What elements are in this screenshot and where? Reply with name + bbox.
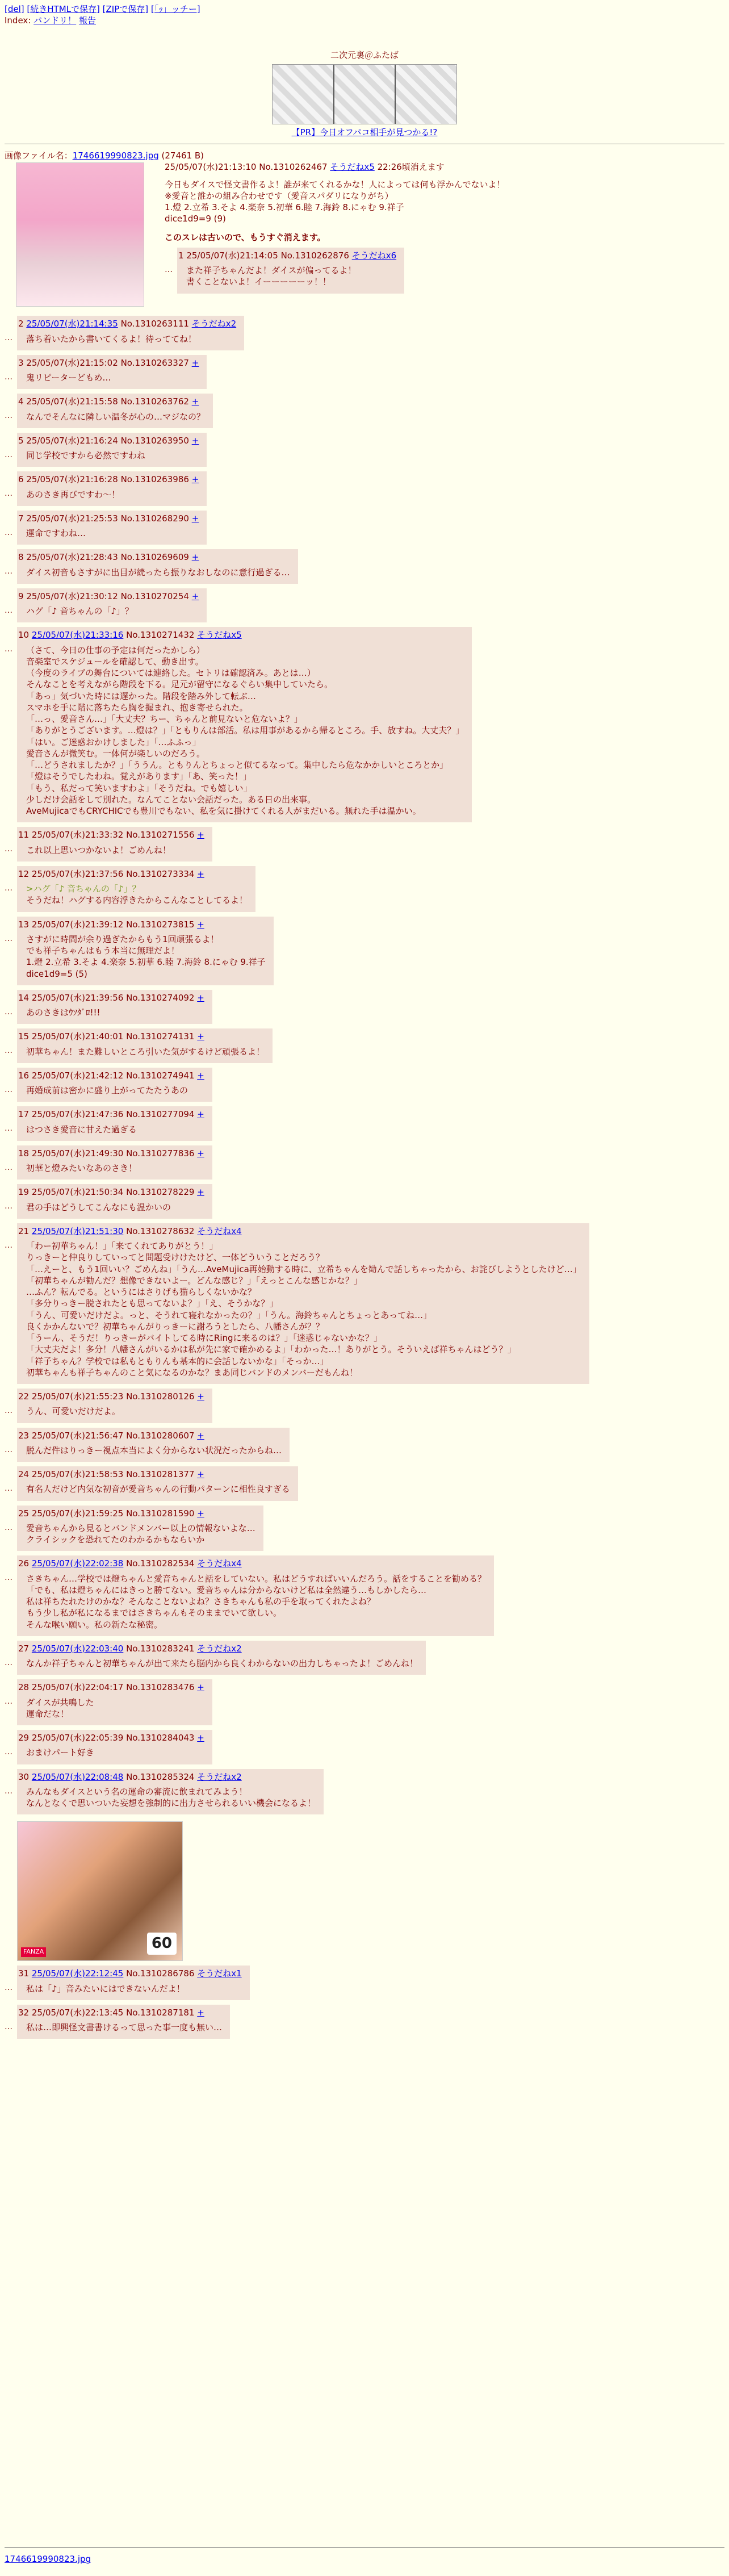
reply-date: 25/05/07(水)21:25:53 <box>26 513 118 524</box>
op-file-link[interactable]: 1746619990823.jpg <box>72 150 159 161</box>
reply-number: No.1310268290 <box>120 513 189 524</box>
site-title: 二次元裏＠ふたば <box>330 49 399 60</box>
reply-index: 10 <box>18 630 30 641</box>
reply-marker: … <box>5 1747 12 1757</box>
op-file-line <box>5 150 724 161</box>
reply-date[interactable]: 25/05/07(水)21:51:30 <box>31 1226 124 1236</box>
footer <box>5 2553 91 2565</box>
sodane-button[interactable]: + <box>197 1682 204 1693</box>
reply-marker: … <box>5 1786 12 1796</box>
reply-index: 1 <box>178 250 184 261</box>
reply-post <box>5 1730 729 1764</box>
reply-marker: … <box>5 844 12 854</box>
reply-post <box>5 2005 729 2039</box>
reply-date[interactable]: 25/05/07(水)22:02:38 <box>31 1558 124 1569</box>
reply-post <box>5 1068 729 1102</box>
reply-number: No.1310281590 <box>126 1508 195 1519</box>
reply-date: 25/05/07(水)21:16:28 <box>26 474 118 485</box>
reply-index: 9 <box>18 591 24 601</box>
reply-number: No.1310274941 <box>126 1070 195 1081</box>
reply-number: No.1310285324 <box>126 1771 195 1782</box>
reply-marker: … <box>5 605 12 615</box>
reply-post <box>5 990 729 1024</box>
reply-marker: … <box>5 1523 12 1532</box>
reply-line: 「はい。ご迷惑おかけしました」「…ふふっ」 <box>26 737 201 747</box>
reply-index: 32 <box>18 2007 30 2018</box>
reply-date: 25/05/07(水)21:30:12 <box>26 591 118 601</box>
reply-marker: … <box>5 1085 12 1094</box>
ad-banner-image[interactable] <box>17 1821 183 1961</box>
reply-number: No.1310284043 <box>126 1733 195 1743</box>
reply-line: でも祥子ちゃんはもう本当に無理だよ！ <box>26 946 180 956</box>
reply-post <box>5 588 729 623</box>
reply-marker: … <box>5 1573 12 1583</box>
reply-line: 私は祥ちたれたけのかな？そんなことないよね？さきちゃんも私の手を取ってくれたよね？ <box>26 1596 376 1607</box>
reply-number: No.1310280126 <box>126 1391 195 1402</box>
sodane-button[interactable]: + <box>191 357 199 368</box>
reply-index: 12 <box>18 868 30 879</box>
reply-date: 25/05/07(水)22:04:17 <box>31 1682 124 1693</box>
reply-marker: … <box>5 1983 12 1993</box>
reply-post <box>5 1028 729 1063</box>
reply-line: もう少し私が私になるまではさきちゃんもそのままでいて欲しい。 <box>26 1608 282 1619</box>
reply-number: No.1310278632 <box>126 1226 195 1236</box>
sodane-button[interactable]: そうだねx2 <box>197 1643 242 1654</box>
reply-line: 君の手はどうしてこんなにも温かいの <box>26 1202 171 1212</box>
reply-line: 私は「♪」音みたいにはできないんだよ！ <box>26 1983 185 1994</box>
reply-post <box>5 471 729 506</box>
reply-date: 25/05/07(水)21:42:12 <box>31 1070 124 1081</box>
reply-post <box>5 1555 729 1636</box>
sodane-button[interactable]: + <box>191 591 199 601</box>
reply-line: スマホを手に階に落ちたら胸を握まれ、抱き寄せられた。 <box>26 702 248 713</box>
reply-index: 15 <box>18 1031 30 1042</box>
reply-line: 「…っ、愛音さん…」「大丈夫？ちー、ちゃんと前見ないと危ないよ？」 <box>26 714 303 724</box>
reply-line: うん、可愛いだけだよ。 <box>26 1406 120 1417</box>
reply-post <box>165 248 724 294</box>
reply-post <box>5 1506 729 1552</box>
reply-line: みんなもダイスという名の運命の審流に飲まれてみよう！ <box>26 1786 248 1797</box>
reply-line: 「祥子ちゃん？学校では私もともりんも基本的に会話しないかな」「そっか…」 <box>26 1356 329 1366</box>
old-thread-warning: このスレは古いので、もうすぐ消えます。 <box>165 232 326 242</box>
reply-line: …ふん？転んでる。というにはさりげも猫らしくないかな？ <box>26 1287 257 1297</box>
reply-post <box>5 433 729 467</box>
reply-number: No.1310278229 <box>126 1187 195 1198</box>
delete-link[interactable]: [del] <box>5 4 24 14</box>
reply-index: 26 <box>18 1558 30 1569</box>
reply-date: 25/05/07(水)21:47:36 <box>31 1109 124 1120</box>
reply-number: No.1310271556 <box>126 830 195 840</box>
reply-post <box>5 1679 729 1725</box>
reply-line: 少しだけ会話をして別れた。なんてことない会話だった。ある日の出来事。 <box>26 794 316 805</box>
reply-number: No.1310263327 <box>120 357 189 368</box>
reply-marker: … <box>5 1658 12 1667</box>
reply-post <box>5 1769 729 1815</box>
reply-line: これ以上思いつかないよ！ごめんね！ <box>26 844 171 855</box>
file-label: 画像ファイル名： <box>5 150 73 161</box>
reply-post <box>5 316 729 350</box>
reply-index: 30 <box>18 1771 30 1782</box>
op-line: 今日もダイスで怪文書作るよ！誰が来てくれるかな！人によっては何も浮かんでないよ！ <box>165 179 505 190</box>
op-line: ※愛音と誰かの組み合わせです（愛音スパダリになりがち） <box>165 190 393 201</box>
reply-date: 25/05/07(水)21:59:25 <box>31 1508 124 1519</box>
reply-marker: … <box>5 489 12 499</box>
sodane-button[interactable]: そうだねx2 <box>191 319 237 329</box>
reply-number: No.1310286786 <box>126 1968 195 1979</box>
reply-line: AveMujicaでもCRYCHICでも豊川でもない、私を気に掛けてくれる人がまだいる。無れた手は温かい。 <box>26 806 421 816</box>
reply-date: 25/05/07(水)21:50:34 <box>31 1187 124 1198</box>
sodane-button[interactable]: + <box>197 1070 204 1081</box>
reply-line: ダイスが共鳴した <box>26 1697 94 1708</box>
reply-date[interactable]: 25/05/07(水)22:03:40 <box>31 1643 124 1654</box>
reply-number: No.1310269609 <box>120 552 189 563</box>
reply-line: 「でも、私は燈ちゃんにはきっと勝てない。愛音ちゃんは分からないけど私は全然違う…もしかしたら… <box>26 1584 427 1595</box>
reply-line: あのさきはｳｿﾀﾞﾛ!!! <box>26 1007 100 1018</box>
reply-line: 運命ですわね… <box>26 528 86 538</box>
reply-marker: … <box>5 1484 12 1493</box>
reply-line: あのさき再びですわ～！ <box>26 489 120 500</box>
reply-index: 5 <box>18 435 24 446</box>
reply-index: 27 <box>18 1643 30 1654</box>
reply-number: No.1310273334 <box>126 868 195 879</box>
reply-number: No.1310287181 <box>126 2007 195 2018</box>
reply-number: No.1310263762 <box>120 396 189 407</box>
reply-line: さすがに時間が余り過ぎたからもう1回頑張るよ！ <box>26 934 219 944</box>
reply-marker: … <box>5 1697 12 1707</box>
reply-line: 再婚成前は密かに盛り上がってたたうあの <box>26 1085 188 1095</box>
sodane-button[interactable]: そうだねx2 <box>197 1771 242 1782</box>
reply-post <box>5 827 729 862</box>
reply-index: 6 <box>18 474 24 485</box>
reply-marker: … <box>5 883 12 893</box>
reply-marker: … <box>5 1445 12 1454</box>
sodane-button[interactable]: + <box>191 435 199 446</box>
reply-date: 25/05/07(水)21:15:02 <box>26 357 118 368</box>
reply-number: No.1310283241 <box>126 1643 195 1654</box>
reply-marker: … <box>5 333 12 343</box>
reply-number: No.1310280607 <box>126 1430 195 1441</box>
reply-line: 脱んだ件はりっきー視点本当によく分からない状況だったからね… <box>26 1445 282 1456</box>
reply-line: 同じ学校ですから必然ですわね <box>26 450 146 461</box>
reply-number: No.1310273815 <box>126 919 195 930</box>
reply-line: 有名人だけど内気な初音が愛音ちゃんの行動パターンに相性良すぎる <box>26 1484 290 1495</box>
reply-index: 17 <box>18 1109 30 1120</box>
reply-post <box>5 511 729 545</box>
site-banner <box>0 49 729 139</box>
pr-ad-link[interactable]: 【PR】今日オフパコ相手が見つかる!? <box>291 127 438 137</box>
reply-line: 「燈はそうでしたわね。覚えがあります」「あ、笑った！」 <box>26 771 252 782</box>
reply-line: 初華ちゃん！また難しいところ引いた気がするけど頑張るよ！ <box>26 1046 265 1057</box>
reply-line: （今度のライブの舞台については連絡した。セトリは確認済み。あとは…） <box>26 668 316 678</box>
reply-post <box>5 1641 729 1675</box>
sodane-button[interactable]: + <box>191 396 199 407</box>
reply-line: 「うん、可愛いだけだよ。っと、そうれて寝れなかったの？」「うん。海鈴ちゃんとちょっとあってね…」 <box>26 1310 432 1320</box>
save-zip-link[interactable]: [ZIPで保存] <box>102 4 149 14</box>
sodane-button[interactable]: + <box>197 868 204 879</box>
reply-line: 愛音さんが微笑む。一体何が楽しいのだろう。 <box>26 748 206 759</box>
ad-badge: 60 <box>147 1933 177 1955</box>
index-nav <box>0 15 729 26</box>
reply-line: 「もう、私だって笑いますわよ」「そうだね。でも嬉しい」 <box>26 783 252 793</box>
reply-date: 25/05/07(水)22:05:39 <box>31 1733 124 1743</box>
report-link[interactable]: 報告 <box>78 15 96 26</box>
reply-index: 8 <box>18 552 24 563</box>
op-sodane-button[interactable]: そうだねx5 <box>330 162 375 173</box>
sodane-button[interactable]: そうだねx4 <box>197 1558 242 1569</box>
reply-date[interactable]: 25/05/07(水)21:33:16 <box>31 630 124 641</box>
reply-line: なんとなくで思いついた妄想を強制的に出力させられるいい機会になるよ！ <box>26 1798 316 1808</box>
sodane-button[interactable]: + <box>197 1109 204 1120</box>
reply-post <box>5 394 729 428</box>
reply-line: （さて、今日の仕事の予定は何だったかしら） <box>26 645 205 655</box>
sodane-button[interactable]: + <box>191 474 199 485</box>
sodane-button[interactable]: + <box>197 1469 204 1479</box>
reply-index: 16 <box>18 1070 30 1081</box>
reply-line: なんでそんなに隣しい温冬が心の…マジなの？ <box>26 411 206 422</box>
reply-number: No.1310282534 <box>126 1558 195 1569</box>
reply-index: 13 <box>18 919 30 930</box>
op-thumbnail[interactable] <box>16 162 144 307</box>
sodane-button[interactable]: そうだねx5 <box>197 630 242 641</box>
reply-post <box>5 355 729 390</box>
reply-number: No.1310270254 <box>120 591 189 601</box>
reply-date: 25/05/07(水)21:15:58 <box>26 396 118 407</box>
reply-marker: … <box>5 1007 12 1017</box>
reply-post <box>5 627 729 822</box>
tsutchi-link[interactable]: [「ｯ」ッチー] <box>150 4 200 14</box>
index-bandori-link[interactable]: バンドリ！ <box>33 15 77 26</box>
reply-line: そんなことを考えながら階段を下る。足元が留守になるぐらい集中していたら。 <box>26 679 333 690</box>
sodane-button[interactable]: + <box>197 1187 204 1198</box>
banner-image[interactable] <box>272 64 457 124</box>
reply-marker: … <box>5 1162 12 1172</box>
reply-number: No.1310263950 <box>120 435 189 446</box>
reply-post <box>5 866 729 912</box>
reply-date: 25/05/07(水)22:13:45 <box>31 2007 124 2018</box>
reply-line: 1.燈 2.立希 3.そよ 4.楽奈 5.初華 6.睦 7.海鈴 8.にゃむ 9.祥子 <box>26 957 266 968</box>
reply-line: 「あっ」気づいた時には遅かった。階段を踏み外して転ぶ… <box>26 691 256 701</box>
reply-line: 「わー初華ちゃん！」「来てくれてありがとう！」 <box>26 1241 218 1251</box>
reply-index: 14 <box>18 992 30 1003</box>
sodane-button[interactable]: そうだねx4 <box>197 1226 242 1236</box>
op-line: dice1d9=9 (9) <box>165 214 226 224</box>
reply-marker: … <box>5 1240 12 1250</box>
reply-date: 25/05/07(水)21:55:23 <box>31 1391 124 1402</box>
reply-line: 初華ちゃんも祥子ちゃんのこと気になるのかな？まあ同じバンドのメンバーだもんね！ <box>26 1367 358 1378</box>
reply-date: 25/05/07(水)21:58:53 <box>31 1469 124 1479</box>
sodane-button[interactable]: + <box>197 919 204 930</box>
op-post <box>0 150 729 311</box>
sodane-button[interactable]: + <box>197 1508 204 1519</box>
reply-index: 21 <box>18 1226 30 1236</box>
reply-post <box>5 917 729 985</box>
reply-date: 25/05/07(水)21:37:56 <box>31 868 124 879</box>
reply-marker: … <box>5 1046 12 1056</box>
reply-index: 25 <box>18 1508 30 1519</box>
index-label: Index: <box>5 15 31 26</box>
reply-line: 初華と燈みたいなあのさき！ <box>26 1163 137 1173</box>
reply-marker: … <box>5 372 12 382</box>
reply-line: 書くことないよ！イーーーーーッ！！ <box>186 277 332 287</box>
sodane-button[interactable]: そうだねx1 <box>197 1968 242 1979</box>
reply-line: はつさき愛音に甘えた過ぎる <box>26 1124 137 1135</box>
reply-line: 「多分りっきー脱されたとも思ってないよ？」「え、そうかな？」 <box>26 1298 278 1309</box>
reply-marker: … <box>5 2022 12 2031</box>
reply-date[interactable]: 25/05/07(水)22:08:48 <box>31 1771 124 1782</box>
sodane-button[interactable]: + <box>197 1031 204 1042</box>
reply-index: 19 <box>18 1187 30 1198</box>
reply-post <box>5 1106 729 1141</box>
reply-number: No.1310274131 <box>126 1031 195 1042</box>
reply-line: 「…どうされましたか？」「ううん。ともりんとちょっと似てるなって。集中したら危なかかしいところとか」 <box>26 760 449 770</box>
ad-brand: FANZA <box>21 1947 46 1957</box>
reply-number: No.1310262876 <box>280 250 349 261</box>
divider <box>5 2547 724 2548</box>
reply-index: 3 <box>18 357 24 368</box>
reply-number: No.1310277836 <box>126 1148 195 1159</box>
reply-date: 25/05/07(水)21:39:56 <box>31 992 124 1003</box>
sodane-button[interactable]: + <box>197 2007 204 2018</box>
reply-number: No.1310281377 <box>126 1469 195 1479</box>
sodane-button[interactable]: + <box>191 552 199 563</box>
reply-line: ハグ「♪ 音ちゃんの「♪」？ <box>26 606 133 616</box>
reply-list-2 <box>0 1966 729 2039</box>
reply-marker: … <box>5 645 12 654</box>
reply-line: ダイス初音もさすがに出目が続ったら振りなおしなのに意行過ぎる… <box>26 567 290 578</box>
reply-index: 4 <box>18 396 24 407</box>
op-header <box>159 161 724 173</box>
reply-line: 「うーん、そうだ！りっきーがバイトしてる時にRingに来るのは？」「迷惑じゃないかな？」 <box>26 1333 383 1343</box>
reply-marker: … <box>165 265 173 274</box>
reply-marker: … <box>5 1406 12 1415</box>
reply-line: そんな喉い願い。私の新たな秘密。 <box>26 1619 163 1630</box>
reply-date: 25/05/07(水)21:33:32 <box>31 830 124 840</box>
reply-date: 25/05/07(水)21:39:12 <box>31 919 124 930</box>
reply-index: 24 <box>18 1469 30 1479</box>
reply-line: 良くかかんないで？初華ちゃんがりっきーに謝ろうとしたら、八幡さんが？？ <box>26 1321 325 1332</box>
reply-index: 18 <box>18 1148 30 1159</box>
reply-number: No.1310263986 <box>120 474 189 485</box>
reply-index: 7 <box>18 513 24 524</box>
reply-line: そうだね！ハグする内容浮きたからこんなことしてるよ！ <box>26 895 248 906</box>
reply-marker: … <box>5 1124 12 1134</box>
reply-index: 31 <box>18 1968 30 1979</box>
reply-date[interactable]: 25/05/07(水)21:14:35 <box>26 319 118 329</box>
reply-number: No.1310277094 <box>126 1109 195 1120</box>
reply-line: 「大丈夫だよ！多分！八幡さんがいるかは私が先に家で確かめるよ」「わかった…！ありがとう。そういえば祥ちゃんはどう？」 <box>26 1344 516 1355</box>
reply-quote: >ハグ「♪ 音ちゃんの「♪」？ <box>26 884 141 894</box>
reply-post <box>5 1223 729 1384</box>
reply-post <box>5 1466 729 1501</box>
sodane-button[interactable]: + <box>197 1391 204 1402</box>
reply-line: 音楽室でスケジュールを確認して、動き出す。 <box>26 656 204 667</box>
sodane-button[interactable]: + <box>197 1148 204 1159</box>
reply-date[interactable]: 25/05/07(水)22:12:45 <box>31 1968 124 1979</box>
reply-marker: … <box>5 934 12 943</box>
reply-line: 「初華ちゃんが勧んだ？想像できないよー。どんな感じ？」「えっとこんな感じかな？」 <box>26 1275 362 1286</box>
reply-line: クライシックを恐れてたのわかるかもならいか <box>26 1534 205 1545</box>
reply-post <box>5 1389 729 1423</box>
reply-number: No.1310271432 <box>126 630 195 641</box>
reply-marker: … <box>5 528 12 537</box>
reply-number: No.1310274092 <box>126 992 195 1003</box>
reply-index: 29 <box>18 1733 30 1743</box>
reply-date: 25/05/07(水)21:40:01 <box>31 1031 124 1042</box>
reply-index: 11 <box>18 830 30 840</box>
file-size: (27461 B) <box>161 150 204 161</box>
sodane-button[interactable]: そうだねx6 <box>351 250 397 261</box>
reply-post <box>5 1145 729 1180</box>
op-number: No.1310262467 <box>259 162 328 173</box>
op-expire: 22:26頃消えます <box>377 162 445 173</box>
reply-line: 愛音ちゃんから見るとバンドメンバー以上の情報ないよな… <box>26 1523 255 1533</box>
reply-marker: … <box>5 567 12 576</box>
reply-date: 25/05/07(水)21:16:24 <box>26 435 118 446</box>
reply-line: 私は…即興怪文書書けるって思った事一度も無い… <box>26 2022 223 2033</box>
reply-post <box>5 1184 729 1219</box>
save-html-link[interactable]: [続きHTMLで保存] <box>27 4 100 14</box>
reply-line: 落ち着いたから書いてくるよ！待っててね！ <box>26 333 197 344</box>
reply-line: なんか祥子ちゃんと初華ちゃんが出て来たら脳内から良くわからないの出力しちゃったよ！ごめんね！ <box>26 1658 418 1668</box>
reply-line: 「…えーと、もう1回いい？ごめんね」「うん…AveMujica再始動する時に、立希ちゃんを勧んで話しちゃったから、お詫びしようとしたけど…」 <box>26 1264 581 1274</box>
reply-line: おまけパート好き <box>26 1747 95 1758</box>
reply-line: 鬼リピーターどもめ… <box>26 373 111 383</box>
reply-marker: … <box>5 1202 12 1211</box>
sodane-button[interactable]: + <box>197 830 204 840</box>
reply-post <box>5 1428 729 1462</box>
reply-marker: … <box>5 411 12 421</box>
reply-date: 25/05/07(水)21:56:47 <box>31 1430 124 1441</box>
reply-index: 28 <box>18 1682 30 1693</box>
reply-index: 2 <box>18 319 24 329</box>
sodane-button[interactable]: + <box>191 513 199 524</box>
reply-date: 25/05/07(水)21:14:05 <box>186 250 278 261</box>
reply-line: りっきーと仲良りしていってと問題受けけたけど、一体どういうことだろう？ <box>26 1252 325 1263</box>
reply-line: dice1d9=5 (5) <box>26 968 87 979</box>
reply-number: No.1310283476 <box>126 1682 195 1693</box>
reply-date: 25/05/07(水)21:49:30 <box>31 1148 124 1159</box>
op-line: 1.燈 2.立希 3.そよ 4.楽奈 5.初華 6.睦 7.海鈴 8.にゃむ 9.祥子 <box>165 202 404 212</box>
reply-index: 23 <box>18 1430 30 1441</box>
reply-post <box>5 549 729 584</box>
reply-post <box>5 1966 729 2000</box>
reply-line: 運命だな！ <box>26 1708 69 1719</box>
sodane-button[interactable]: + <box>197 1430 204 1441</box>
reply-number: No.1310263111 <box>120 319 189 329</box>
top-nav <box>0 0 729 15</box>
reply-line: 「ありがとうございます。…燈は？」「ともりんは部活。私は用事があるから帰るところ。手、放すね。大丈夫？」 <box>26 725 464 736</box>
sodane-button[interactable]: + <box>197 1733 204 1743</box>
reply-index: 22 <box>18 1391 30 1402</box>
sodane-button[interactable]: + <box>197 992 204 1003</box>
op-body <box>159 179 724 225</box>
reply-date: 25/05/07(水)21:28:43 <box>26 552 118 563</box>
reply-line: また祥子ちゃんだよ！ダイスが偏ってるよ！ <box>186 265 357 275</box>
reply-line: さきちゃん…学校では燈ちゃんと愛音ちゃんと話をしていない。私はどうすればいいんだろう。話をすることを勧める？ <box>26 1573 487 1584</box>
op-date: 25/05/07(水)21:13:10 <box>165 162 257 173</box>
footer-file-link[interactable]: 1746619990823.jpg <box>5 2554 91 2564</box>
reply-list <box>0 316 729 1814</box>
reply-marker: … <box>5 450 12 459</box>
